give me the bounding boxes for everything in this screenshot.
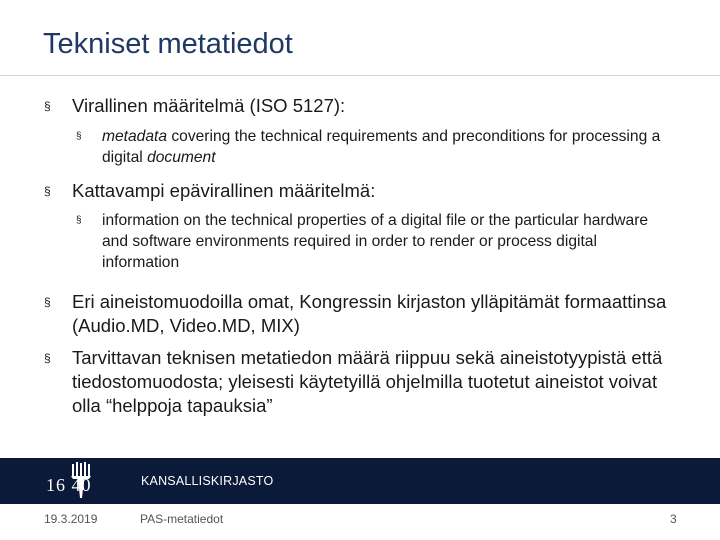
bullet-marker: § xyxy=(44,184,51,198)
sub-bullet-text: information on the technical properties of a digital file or the particular hardware and software environments required in order to render or process digital information xyxy=(102,212,649,271)
bullet-item xyxy=(44,94,684,118)
sub-bullet-marker: § xyxy=(76,131,82,142)
bullet-text: Tarvittavan teknisen metatiedon määrä riippuu sekä aineistotyypistä että tiedostomuodosta; yleisesti käytetyillä ohjelmilla tuotetut aineistot voivat olla “helppoja tapauksia” xyxy=(72,347,663,416)
sub-bullet-marker: § xyxy=(76,215,82,226)
sub-bullet-text xyxy=(76,126,676,168)
bullet-marker: § xyxy=(44,99,51,113)
sub-bullet-item xyxy=(76,210,676,273)
footer-date: 19.3.2019 xyxy=(44,512,98,526)
sub-bullet-text-middle: covering the technical requirements and preconditions for processing a digital xyxy=(102,128,661,166)
logo-year: 16 40 xyxy=(46,475,92,495)
emphasis-term: metadata xyxy=(102,128,168,145)
sub-bullet-item xyxy=(76,126,676,168)
emphasis-term: document xyxy=(147,149,216,166)
page-number: 3 xyxy=(670,512,677,526)
bullet-text: Eri aineistomuodoilla omat, Kongressin kirjaston ylläpitämät formaattinsa (Audio.MD, Video.MD, MIX) xyxy=(72,291,667,336)
organization-name: KANSALLISKIRJASTO xyxy=(141,474,274,488)
bullet-item xyxy=(44,290,684,338)
bullet-marker: § xyxy=(44,295,51,309)
bullet-item xyxy=(44,179,684,203)
page-title: Tekniset metatiedot xyxy=(43,28,293,60)
footer-document-name: PAS-metatiedot xyxy=(140,512,224,526)
bullet-text: Virallinen määritelmä (ISO 5127): xyxy=(72,95,346,116)
bullet-item xyxy=(44,346,684,418)
bullet-marker: § xyxy=(44,351,51,365)
title-divider xyxy=(0,75,720,76)
bullet-text: Kattavampi epävirallinen määritelmä: xyxy=(72,180,376,201)
